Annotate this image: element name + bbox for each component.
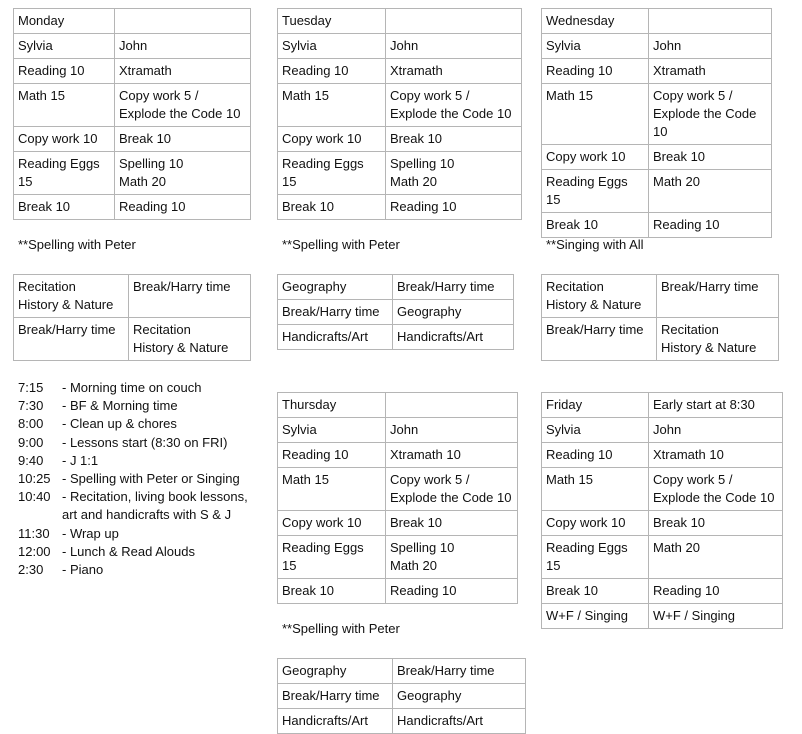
wednesday-row [542, 213, 772, 238]
schedule-item [18, 452, 248, 470]
schedule-activity: - Morning time on couch [62, 380, 202, 395]
cell-right: Reading 10 [649, 579, 783, 604]
cell-right [386, 9, 522, 34]
schedule-activity: - J 1:1 [62, 452, 99, 468]
cell-left: Reading 10 [278, 443, 386, 468]
thursday-row [278, 418, 518, 443]
cell-left: Reading 10 [278, 59, 386, 84]
cell-left: Reading Eggs 15 [278, 536, 386, 579]
cell-right: Xtramath [386, 59, 522, 84]
cell-left: Reading Eggs 15 [542, 536, 649, 579]
friday-row [542, 579, 783, 604]
cell-right: Copy work 5 / Explode the Code 10 [386, 468, 518, 511]
cell-right: Recitation History & Nature [657, 318, 779, 361]
cell-right: W+F / Singing [649, 604, 783, 629]
cell-left: Thursday [278, 393, 386, 418]
thursday-row [278, 579, 518, 604]
tuesday-row [278, 84, 522, 127]
cell-right: Xtramath 10 [386, 443, 518, 468]
cell-left: Monday [14, 9, 115, 34]
monday-afternoon-table [13, 274, 251, 361]
cell-right: Early start at 8:30 [649, 393, 783, 418]
cell-left: Break/Harry time [278, 684, 393, 709]
tuesday-table [277, 8, 522, 220]
thursday-row [278, 468, 518, 511]
cell-left: Copy work 10 [278, 511, 386, 536]
cell-right: John [386, 418, 518, 443]
cell-right: Break 10 [386, 127, 522, 152]
schedule-item [18, 525, 248, 543]
tuesday-afternoon-row [278, 300, 514, 325]
cell-right: Reading 10 [386, 195, 522, 220]
wednesday-row [542, 9, 772, 34]
cell-right: Copy work 5 / Explode the Code 10 [386, 84, 522, 127]
cell-left: Sylvia [278, 418, 386, 443]
cell-left: Sylvia [542, 418, 649, 443]
schedule-item [18, 415, 248, 433]
cell-left: Recitation History & Nature [542, 275, 657, 318]
cell-right: Break 10 [386, 511, 518, 536]
tuesday-row [278, 152, 522, 195]
cell-right [115, 9, 251, 34]
cell-left: Reading Eggs 15 [542, 170, 649, 213]
cell-left: Break 10 [278, 195, 386, 220]
cell-right: Math 20 [649, 170, 772, 213]
tuesday-row [278, 195, 522, 220]
thursday-afternoon-table [277, 658, 526, 734]
cell-left: Break 10 [278, 579, 386, 604]
cell-right: Recitation History & Nature [129, 318, 251, 361]
schedule-time: 9:40 [18, 452, 44, 468]
tuesday-note: **Spelling with Peter [282, 237, 400, 252]
cell-left: Break/Harry time [278, 300, 393, 325]
cell-right: Copy work 5 / Explode the Code 10 [115, 84, 251, 127]
cell-right: John [649, 34, 772, 59]
cell-left: Reading 10 [14, 59, 115, 84]
cell-right: John [386, 34, 522, 59]
cell-right [649, 9, 772, 34]
daily-schedule [18, 379, 248, 579]
cell-left: Sylvia [542, 34, 649, 59]
friday-row [542, 604, 783, 629]
wednesday-row [542, 84, 772, 145]
cell-right: Break/Harry time [129, 275, 251, 318]
schedule-item [18, 543, 248, 561]
cell-left: Tuesday [278, 9, 386, 34]
cell-left: Sylvia [278, 34, 386, 59]
wednesday-note: **Singing with All [546, 237, 644, 252]
wednesday-afternoon-row [542, 275, 779, 318]
cell-left: Math 15 [278, 84, 386, 127]
cell-left: Break 10 [542, 579, 649, 604]
cell-left: Wednesday [542, 9, 649, 34]
schedule-time: 8:00 [18, 416, 44, 432]
tuesday-afternoon-table [277, 274, 514, 350]
schedule-activity: - Spelling with Peter or Singing [62, 471, 240, 487]
cell-right: Break 10 [115, 127, 251, 152]
schedule-time: 7:15 [18, 380, 44, 395]
cell-left: Math 15 [14, 84, 115, 127]
schedule-item [18, 434, 248, 452]
cell-left: Reading 10 [542, 59, 649, 84]
cell-right: Geography [393, 300, 514, 325]
cell-right: John [649, 418, 783, 443]
cell-right: Xtramath [649, 59, 772, 84]
cell-left: Math 15 [278, 468, 386, 511]
tuesday-row [278, 127, 522, 152]
cell-left: Break/Harry time [14, 318, 129, 361]
monday-row [14, 195, 251, 220]
cell-right: Break/Harry time [393, 275, 514, 300]
schedule-time: 7:30 [18, 398, 44, 414]
cell-left: Copy work 10 [14, 127, 115, 152]
monday-row [14, 34, 251, 59]
cell-right: Break 10 [649, 511, 783, 536]
cell-right: Handicrafts/Art [393, 325, 514, 350]
cell-left: W+F / Singing [542, 604, 649, 629]
tuesday-afternoon-row [278, 275, 514, 300]
monday-row [14, 84, 251, 127]
thursday-note: **Spelling with Peter [282, 621, 400, 636]
thursday-afternoon-row [278, 684, 526, 709]
cell-right: Copy work 5 / Explode the Code 10 [649, 84, 772, 145]
thursday-row [278, 536, 518, 579]
schedule-item [18, 397, 248, 415]
cell-right: Break 10 [649, 145, 772, 170]
schedule-time: 11:30 [18, 525, 50, 541]
wednesday-row [542, 145, 772, 170]
monday-afternoon-row [14, 318, 251, 361]
schedule-time: 10:25 [18, 471, 51, 487]
tuesday-afternoon-row [278, 325, 514, 350]
thursday-afternoon-row [278, 709, 526, 734]
cell-left: Math 15 [542, 84, 649, 145]
cell-right: Xtramath [115, 59, 251, 84]
wednesday-afternoon-table [541, 274, 779, 361]
schedule-activity: - Clean up & chores [62, 416, 177, 432]
cell-right: Spelling 10 Math 20 [386, 152, 522, 195]
friday-row [542, 536, 783, 579]
schedule-item [18, 470, 248, 488]
schedule-activity: - Lunch & Read Alouds [62, 543, 195, 559]
cell-right: Reading 10 [115, 195, 251, 220]
cell-right: Break/Harry time [657, 275, 779, 318]
cell-left: Reading Eggs 15 [14, 152, 115, 195]
schedule-activity: - BF & Morning time [62, 398, 178, 414]
wednesday-row [542, 170, 772, 213]
monday-row [14, 152, 251, 195]
cell-left: Handicrafts/Art [278, 709, 393, 734]
wednesday-row [542, 34, 772, 59]
schedule-item [18, 379, 248, 397]
cell-right: Math 20 [649, 536, 783, 579]
cell-left: Copy work 10 [278, 127, 386, 152]
thursday-row [278, 511, 518, 536]
cell-left: Break 10 [542, 213, 649, 238]
cell-left: Geography [278, 275, 393, 300]
cell-right: Xtramath 10 [649, 443, 783, 468]
cell-left: Math 15 [542, 468, 649, 511]
cell-left: Geography [278, 659, 393, 684]
wednesday-row [542, 59, 772, 84]
schedule-activity: - Piano [62, 562, 104, 578]
friday-row [542, 468, 783, 511]
cell-left: Break 10 [14, 195, 115, 220]
monday-row [14, 59, 251, 84]
friday-row [542, 393, 783, 418]
cell-left: Break/Harry time [542, 318, 657, 361]
schedule-time: 12:00 [18, 543, 51, 559]
cell-right: Copy work 5 / Explode the Code 10 [649, 468, 783, 511]
cell-right: Handicrafts/Art [393, 709, 526, 734]
friday-table [541, 392, 783, 629]
schedule-activity: - Wrap up [62, 525, 119, 541]
cell-left: Copy work 10 [542, 145, 649, 170]
cell-left: Reading 10 [542, 443, 649, 468]
cell-left: Friday [542, 393, 649, 418]
schedule-time: 10:40 [18, 489, 51, 505]
cell-right: Reading 10 [649, 213, 772, 238]
monday-afternoon-row [14, 275, 251, 318]
cell-right [386, 393, 518, 418]
thursday-table [277, 392, 518, 604]
tuesday-row [278, 34, 522, 59]
cell-right: Break/Harry time [393, 659, 526, 684]
cell-right: Spelling 10 Math 20 [386, 536, 518, 579]
wednesday-afternoon-row [542, 318, 779, 361]
schedule-activity: - Lessons start (8:30 on FRI) [62, 434, 228, 450]
friday-row [542, 443, 783, 468]
friday-row [542, 418, 783, 443]
monday-row [14, 9, 251, 34]
schedule-item [18, 561, 248, 579]
thursday-afternoon-row [278, 659, 526, 684]
monday-note: **Spelling with Peter [18, 237, 136, 252]
cell-left: Sylvia [14, 34, 115, 59]
cell-right: Spelling 10 Math 20 [115, 152, 251, 195]
schedule-item [18, 488, 248, 524]
tuesday-row [278, 59, 522, 84]
monday-row [14, 127, 251, 152]
schedule-activity: - Recitation, living book lessons, art and handicrafts with S & J [62, 489, 248, 523]
schedule-time: 9:00 [18, 434, 44, 450]
cell-right: Reading 10 [386, 579, 518, 604]
cell-left: Recitation History & Nature [14, 275, 129, 318]
cell-left: Reading Eggs 15 [278, 152, 386, 195]
schedule-time: 2:30 [18, 562, 44, 578]
thursday-row [278, 443, 518, 468]
monday-table [13, 8, 251, 220]
cell-right: Geography [393, 684, 526, 709]
cell-left: Copy work 10 [542, 511, 649, 536]
cell-left: Handicrafts/Art [278, 325, 393, 350]
cell-right: John [115, 34, 251, 59]
tuesday-row [278, 9, 522, 34]
wednesday-table [541, 8, 772, 238]
thursday-row [278, 393, 518, 418]
friday-row [542, 511, 783, 536]
